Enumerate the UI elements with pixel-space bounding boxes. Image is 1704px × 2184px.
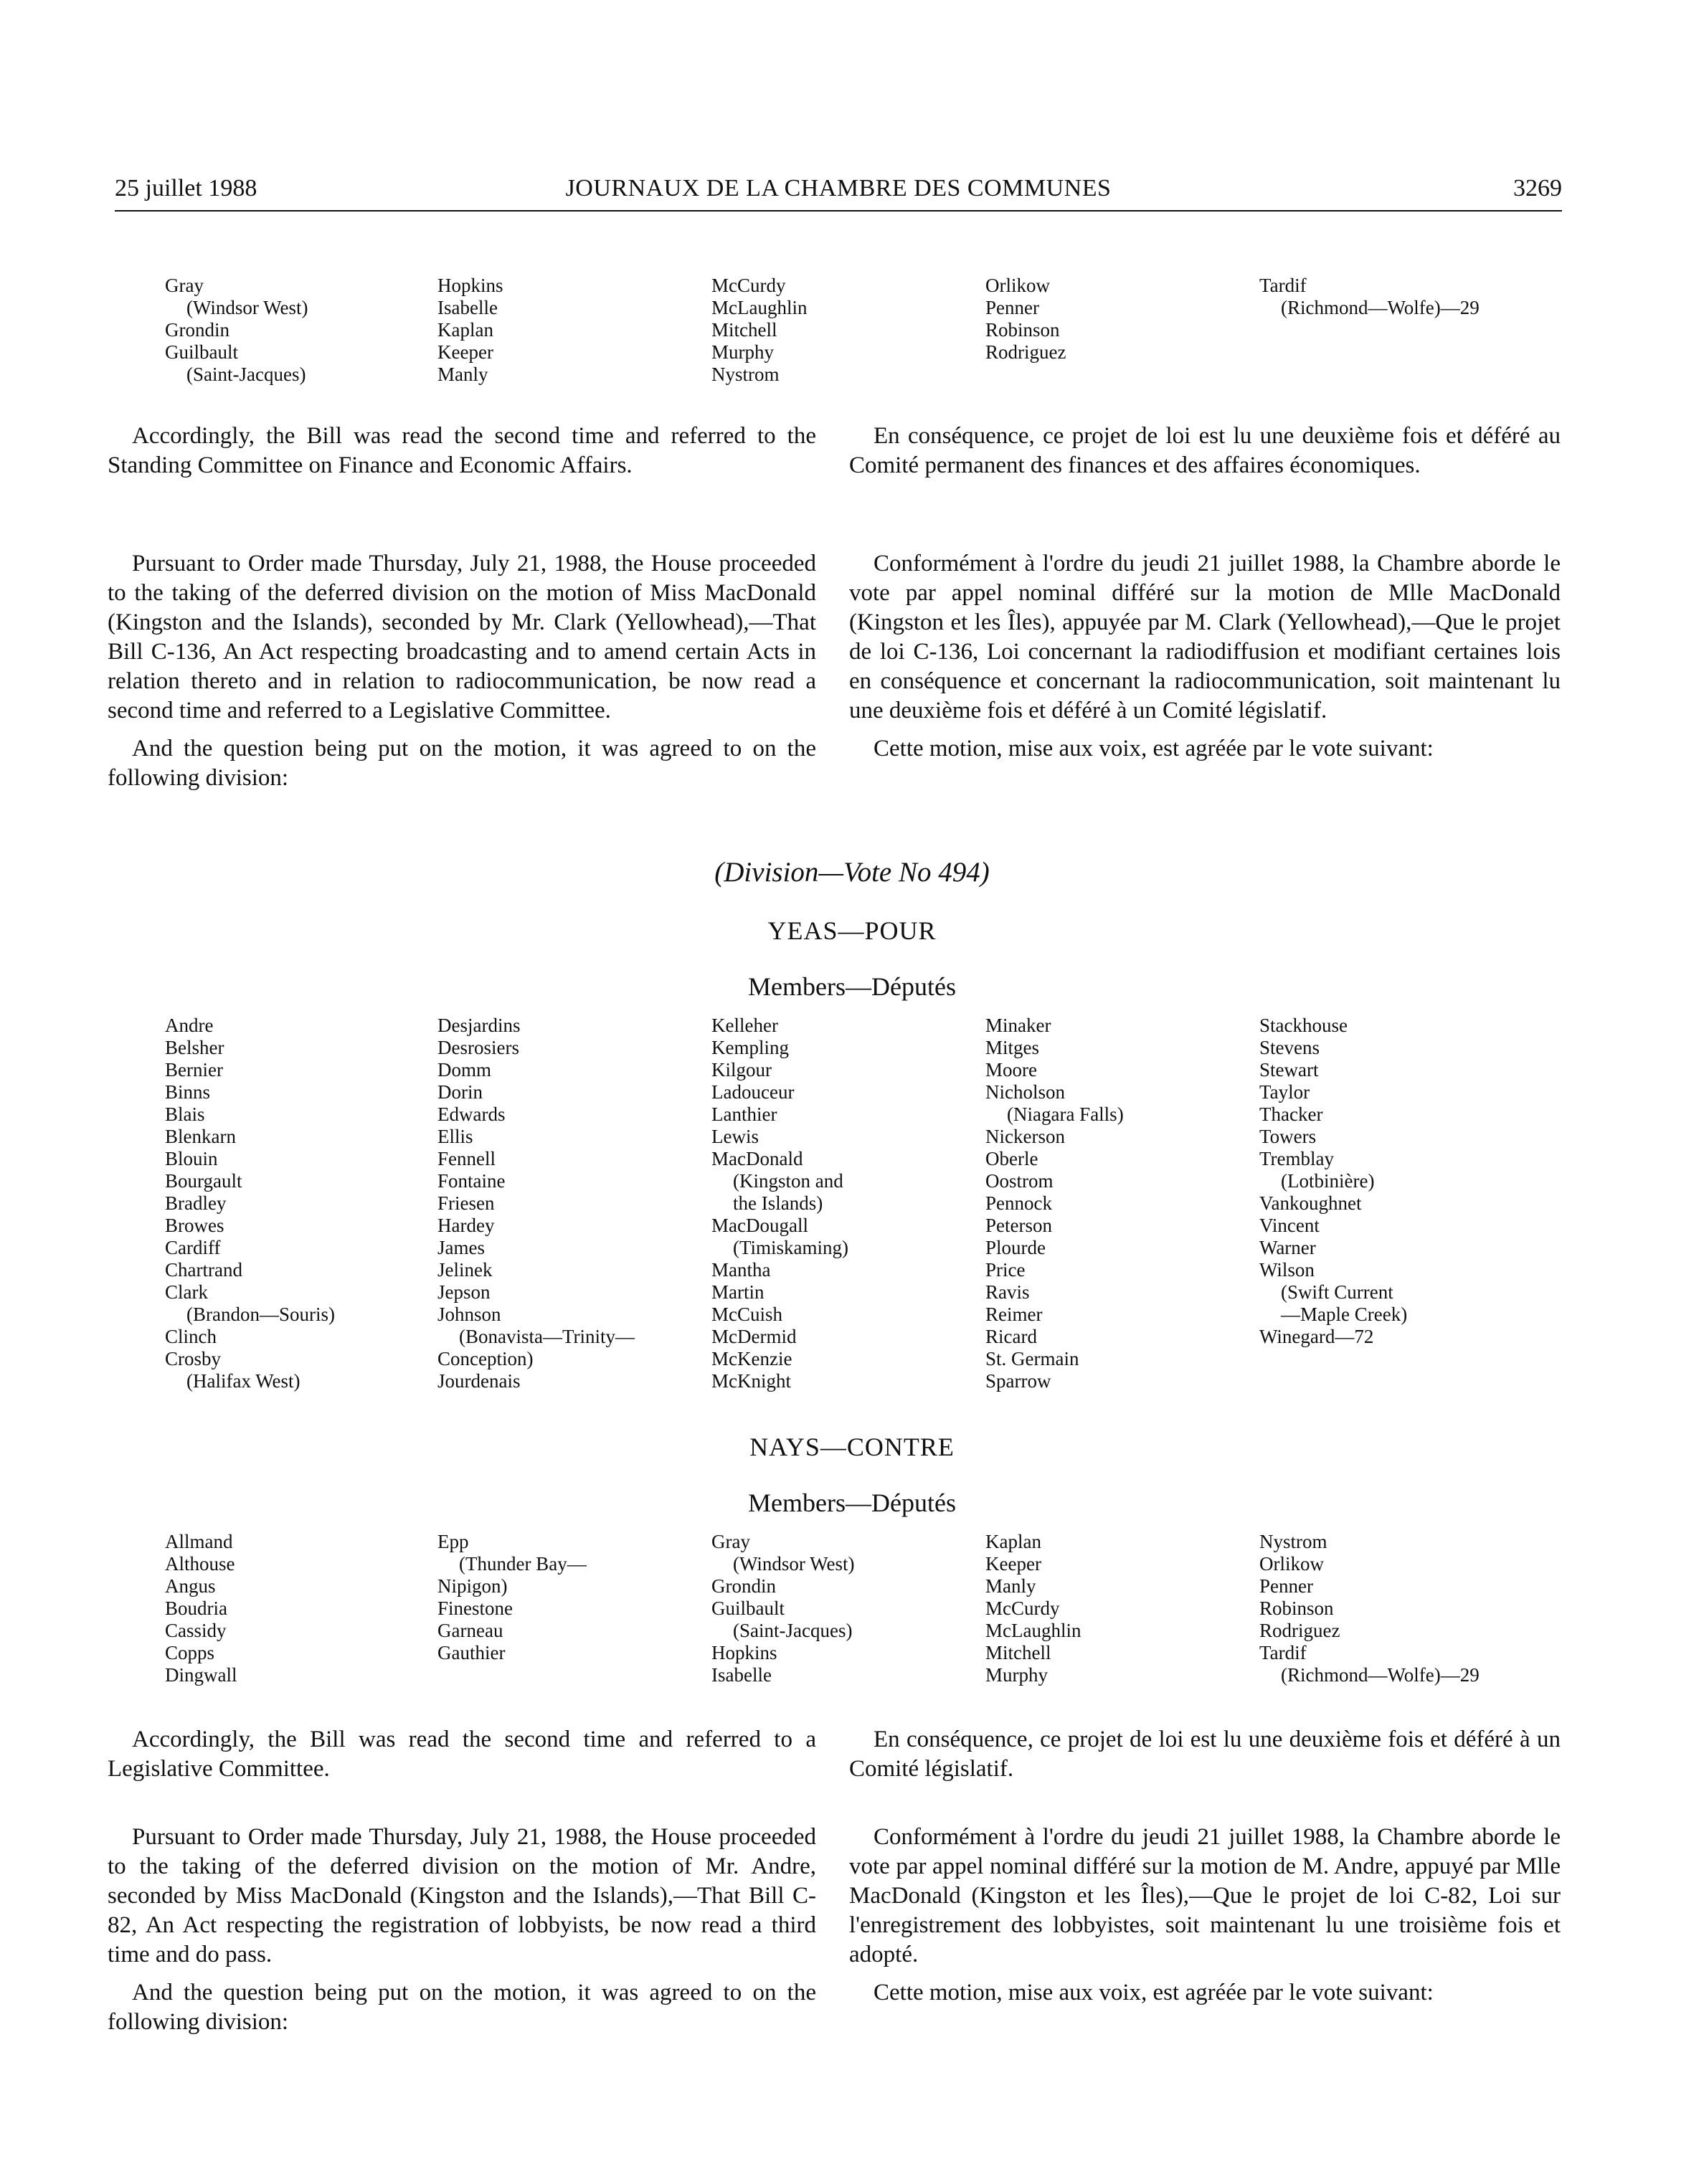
member-name: Rodriguez: [1259, 1620, 1340, 1641]
member-name: Kelleher: [711, 1015, 778, 1036]
member-name: Manly: [437, 364, 488, 385]
member-name: Blais: [165, 1103, 205, 1125]
yeas-column-4: [985, 1015, 1251, 1392]
section2-en-p2: And the question being put on the motion, it was agreed to on the following division:: [108, 736, 816, 791]
member-name: Kempling: [711, 1037, 789, 1058]
member-name: (Bonavista—Trinity—: [459, 1326, 635, 1347]
nays-column-5: [1259, 1531, 1525, 1686]
section1-en-text: Accordingly, the Bill was read the second time and referred to the Standing Committee on Finance and Economic Affairs.: [108, 423, 816, 478]
member-name: McCurdy: [711, 275, 786, 296]
section4-en-p2: And the question being put on the motion, it was agreed to on the following division:: [108, 1980, 816, 2035]
header-title: JOURNAUX DE LA CHAMBRE DES COMMUNES: [565, 175, 1112, 201]
member-name: Bradley: [165, 1192, 227, 1214]
section4-fr: [849, 1823, 1561, 2008]
member-name: Desrosiers: [437, 1037, 519, 1058]
member-name: Domm: [437, 1059, 492, 1081]
member-name: Jepson: [437, 1281, 491, 1303]
member-name: McKnight: [711, 1370, 791, 1392]
nays-heading: NAYS—CONTRE: [749, 1433, 955, 1461]
member-name: Keeper: [985, 1553, 1041, 1575]
page-number: 3269: [1513, 175, 1562, 201]
member-name: Epp: [437, 1531, 469, 1552]
member-name: (Halifax West): [186, 1370, 300, 1392]
member-name: Sparrow: [985, 1370, 1051, 1392]
section2-fr-p2: Cette motion, mise aux voix, est agréée par le vote suivant:: [874, 736, 1434, 761]
member-name: (Timiskaming): [733, 1237, 849, 1258]
member-name: Blouin: [165, 1148, 218, 1169]
top-names-column-1: [165, 275, 430, 386]
member-name: Murphy: [985, 1664, 1048, 1686]
member-name: Lewis: [711, 1126, 759, 1147]
member-name: Mantha: [711, 1259, 771, 1281]
member-name: Dingwall: [165, 1664, 237, 1686]
member-name: Wilson: [1259, 1259, 1315, 1281]
section3-fr-text: En conséquence, ce projet de loi est lu une deuxième fois et déféré à un Comité législatif.: [849, 1727, 1561, 1782]
member-name: St. Germain: [985, 1348, 1079, 1369]
member-name: Penner: [985, 297, 1039, 318]
member-name: Warner: [1259, 1237, 1316, 1258]
member-name: Penner: [1259, 1575, 1313, 1597]
member-name: Plourde: [985, 1237, 1046, 1258]
member-name: Isabelle: [437, 297, 498, 318]
member-name: (Brandon—Souris): [186, 1304, 335, 1325]
member-name: Gauthier: [437, 1642, 506, 1663]
section2-en-p1: Pursuant to Order made Thursday, July 21, 1988, the House proceeded to the taking of the deferred division on the motion of Miss MacDonald (Kingston and the Islands), seconded by Mr. Clark (Yellowhead),—That Bill C-136, An Act respecting broadcasting and to amend certain Acts in relation thereto and in relation to radiocommunication, be now read a second time and referred to a Legislative Committee.: [108, 551, 816, 723]
member-name: Oberle: [985, 1148, 1038, 1169]
member-name: Towers: [1259, 1126, 1317, 1147]
member-name: Taylor: [1259, 1081, 1310, 1103]
member-name: Mitchell: [711, 319, 777, 341]
division-label: (Division—Vote No 494): [714, 857, 990, 888]
member-name: Binns: [165, 1081, 211, 1103]
member-name: Bourgault: [165, 1170, 242, 1192]
top-names-column-3: [711, 275, 977, 386]
member-name: Kilgour: [711, 1059, 772, 1081]
member-name: Cassidy: [165, 1620, 227, 1641]
member-name: Grondin: [711, 1575, 776, 1597]
yeas-column-1: [165, 1015, 430, 1392]
member-name: Hopkins: [711, 1642, 777, 1663]
yeas-members-heading: Members—Députés: [748, 972, 956, 1001]
member-name: Minaker: [985, 1015, 1051, 1036]
member-name: (Windsor West): [186, 297, 308, 318]
member-name: the Islands): [733, 1192, 823, 1214]
member-name: Nipigon): [437, 1575, 508, 1597]
member-name: James: [437, 1237, 485, 1258]
member-name: Ricard: [985, 1326, 1037, 1347]
yeas-column-5: [1259, 1015, 1525, 1348]
member-name: (Lotbinière): [1281, 1170, 1375, 1192]
member-name: (Richmond—Wolfe)—29: [1281, 1664, 1480, 1686]
member-name: Tremblay: [1259, 1148, 1335, 1169]
yeas-column-2: [437, 1015, 703, 1392]
section4-fr-p2: Cette motion, mise aux voix, est agréée par le vote suivant:: [874, 1980, 1434, 2005]
member-name: Robinson: [985, 319, 1060, 341]
member-name: (Kingston and: [733, 1170, 843, 1192]
member-name: Crosby: [165, 1348, 222, 1369]
member-name: Fennell: [437, 1148, 496, 1169]
member-name: Mitchell: [985, 1642, 1051, 1663]
member-name: Murphy: [711, 341, 774, 363]
member-name: Gray: [711, 1531, 750, 1552]
member-name: Guilbault: [165, 341, 238, 363]
member-name: Nystrom: [1259, 1531, 1327, 1552]
section3-en-text: Accordingly, the Bill was read the second time and referred to a Legislative Committee.: [108, 1727, 816, 1782]
member-name: McCuish: [711, 1304, 783, 1325]
member-name: Browes: [165, 1215, 224, 1236]
yeas-column-3: [711, 1015, 977, 1392]
member-name: McLaughlin: [711, 297, 808, 318]
member-name: (Richmond—Wolfe)—29: [1281, 297, 1480, 318]
nays-members-heading: Members—Députés: [748, 1489, 956, 1517]
header-rule: [115, 210, 1562, 212]
member-name: Allmand: [165, 1531, 233, 1552]
member-name: McDermid: [711, 1326, 797, 1347]
member-name: Nystrom: [711, 364, 780, 385]
header-date: 25 juillet 1988: [115, 175, 257, 201]
member-name: Blenkarn: [165, 1126, 236, 1147]
member-name: Copps: [165, 1642, 215, 1663]
page-header: [115, 175, 1562, 211]
member-name: (Niagara Falls): [1007, 1103, 1124, 1125]
member-name: Guilbault: [711, 1597, 785, 1619]
member-name: Hardey: [437, 1215, 495, 1236]
member-name: Finestone: [437, 1597, 513, 1619]
member-name: Pennock: [985, 1192, 1052, 1214]
member-name: McKenzie: [711, 1348, 792, 1369]
nays-column-4: [985, 1531, 1251, 1686]
section1-en: [108, 422, 816, 480]
member-name: Orlikow: [985, 275, 1050, 296]
member-name: McLaughlin: [985, 1620, 1081, 1641]
top-names-column-5: [1259, 275, 1525, 319]
member-name: Vankoughnet: [1259, 1192, 1362, 1214]
member-name: Ladouceur: [711, 1081, 795, 1103]
member-name: Garneau: [437, 1620, 503, 1641]
member-name: Stewart: [1259, 1059, 1319, 1081]
member-name: Lanthier: [711, 1103, 777, 1125]
section4-fr-p1: Conformément à l'ordre du jeudi 21 juillet 1988, la Chambre aborde le vote par appel nominal différé sur la motion de M. Andre, appuyé par Mlle MacDonald (Kingston et les Îles),—Que le projet de loi C-82, Loi sur l'enregistrement des lobbyistes, soit maintenant lu une troisième fois et adopté.: [849, 1824, 1561, 1967]
member-name: Mitges: [985, 1037, 1040, 1058]
member-name: Tardif: [1259, 275, 1307, 296]
member-name: MacDougall: [711, 1215, 808, 1236]
member-name: Oostrom: [985, 1170, 1054, 1192]
member-name: Jourdenais: [437, 1370, 521, 1392]
member-name: Kaplan: [985, 1531, 1041, 1552]
section2-fr: [849, 549, 1561, 764]
member-name: Winegard—72: [1259, 1326, 1374, 1347]
member-name: Isabelle: [711, 1664, 772, 1686]
member-name: Friesen: [437, 1192, 495, 1214]
member-name: Grondin: [165, 319, 229, 341]
member-name: Vincent: [1259, 1215, 1320, 1236]
member-name: Chartrand: [165, 1259, 242, 1281]
member-name: Peterson: [985, 1215, 1052, 1236]
member-name: McCurdy: [985, 1597, 1060, 1619]
member-name: Stevens: [1259, 1037, 1320, 1058]
member-name: Orlikow: [1259, 1553, 1324, 1575]
section3-en: [108, 1725, 816, 1784]
section1-fr: [849, 422, 1561, 480]
member-name: (Saint-Jacques): [186, 364, 306, 385]
member-name: (Windsor West): [733, 1553, 855, 1575]
member-name: Nickerson: [985, 1126, 1065, 1147]
member-name: Nicholson: [985, 1081, 1065, 1103]
member-name: Reimer: [985, 1304, 1043, 1325]
yeas-heading: YEAS—POUR: [767, 916, 937, 945]
member-name: Hopkins: [437, 275, 503, 296]
member-name: —Maple Creek): [1281, 1304, 1408, 1325]
top-names-column-4: [985, 275, 1251, 364]
member-name: MacDonald: [711, 1148, 803, 1169]
section2-en: [108, 549, 816, 793]
member-name: (Swift Current: [1281, 1281, 1393, 1303]
member-name: Dorin: [437, 1081, 483, 1103]
member-name: Clark: [165, 1281, 208, 1303]
member-name: Moore: [985, 1059, 1037, 1081]
nays-column-3: [711, 1531, 977, 1686]
section1-fr-text: En conséquence, ce projet de loi est lu une deuxième fois et déféré au Comité permanent des finances et des affaires économiques.: [849, 423, 1561, 478]
member-name: Keeper: [437, 341, 493, 363]
member-name: Jelinek: [437, 1259, 493, 1281]
member-name: (Thunder Bay—: [459, 1553, 587, 1575]
section3-fr: [849, 1725, 1561, 1784]
member-name: Andre: [165, 1015, 214, 1036]
member-name: Robinson: [1259, 1597, 1334, 1619]
member-name: Martin: [711, 1281, 765, 1303]
nays-column-2: [437, 1531, 703, 1664]
member-name: Gray: [165, 275, 204, 296]
member-name: Stackhouse: [1259, 1015, 1348, 1036]
member-name: Johnson: [437, 1304, 501, 1325]
member-name: Fontaine: [437, 1170, 506, 1192]
section4-en-p1: Pursuant to Order made Thursday, July 21, 1988, the House proceeded to the taking of the deferred division on the motion of Mr. Andre, seconded by Miss MacDonald (Kingston and the Islands),—That Bill C-82, An Act respecting the registration of lobbyists, be now read a third time and do pass.: [108, 1824, 816, 1967]
member-name: Belsher: [165, 1037, 224, 1058]
member-name: Althouse: [165, 1553, 235, 1575]
member-name: Tardif: [1259, 1642, 1307, 1663]
member-name: Clinch: [165, 1326, 217, 1347]
member-name: Angus: [165, 1575, 216, 1597]
member-name: Edwards: [437, 1103, 506, 1125]
member-name: Rodriguez: [985, 341, 1066, 363]
member-name: Bernier: [165, 1059, 223, 1081]
member-name: Kaplan: [437, 319, 493, 341]
section2-fr-p1: Conformément à l'ordre du jeudi 21 juillet 1988, la Chambre aborde le vote par appel nominal différé sur la motion de Mlle MacDonald (Kingston et les Îles), appuyée par M. Clark (Yellowhead),—Que le projet de loi C-136, Loi concernant la radiodiffusion et modifiant certaines lois en conséquence et concernant la radiocommunication, soit maintenant lu une deuxième fois et déféré à un Comité législatif.: [849, 551, 1561, 723]
member-name: Desjardins: [437, 1015, 521, 1036]
section4-en: [108, 1823, 816, 2037]
nays-column-1: [165, 1531, 430, 1686]
member-name: Boudria: [165, 1597, 227, 1619]
member-name: Price: [985, 1259, 1026, 1281]
member-name: (Saint-Jacques): [733, 1620, 853, 1641]
top-names-column-2: [437, 275, 703, 386]
member-name: Cardiff: [165, 1237, 221, 1258]
member-name: Manly: [985, 1575, 1036, 1597]
member-name: Ellis: [437, 1126, 473, 1147]
member-name: Conception): [437, 1348, 534, 1369]
member-name: Thacker: [1259, 1103, 1323, 1125]
member-name: Ravis: [985, 1281, 1030, 1303]
